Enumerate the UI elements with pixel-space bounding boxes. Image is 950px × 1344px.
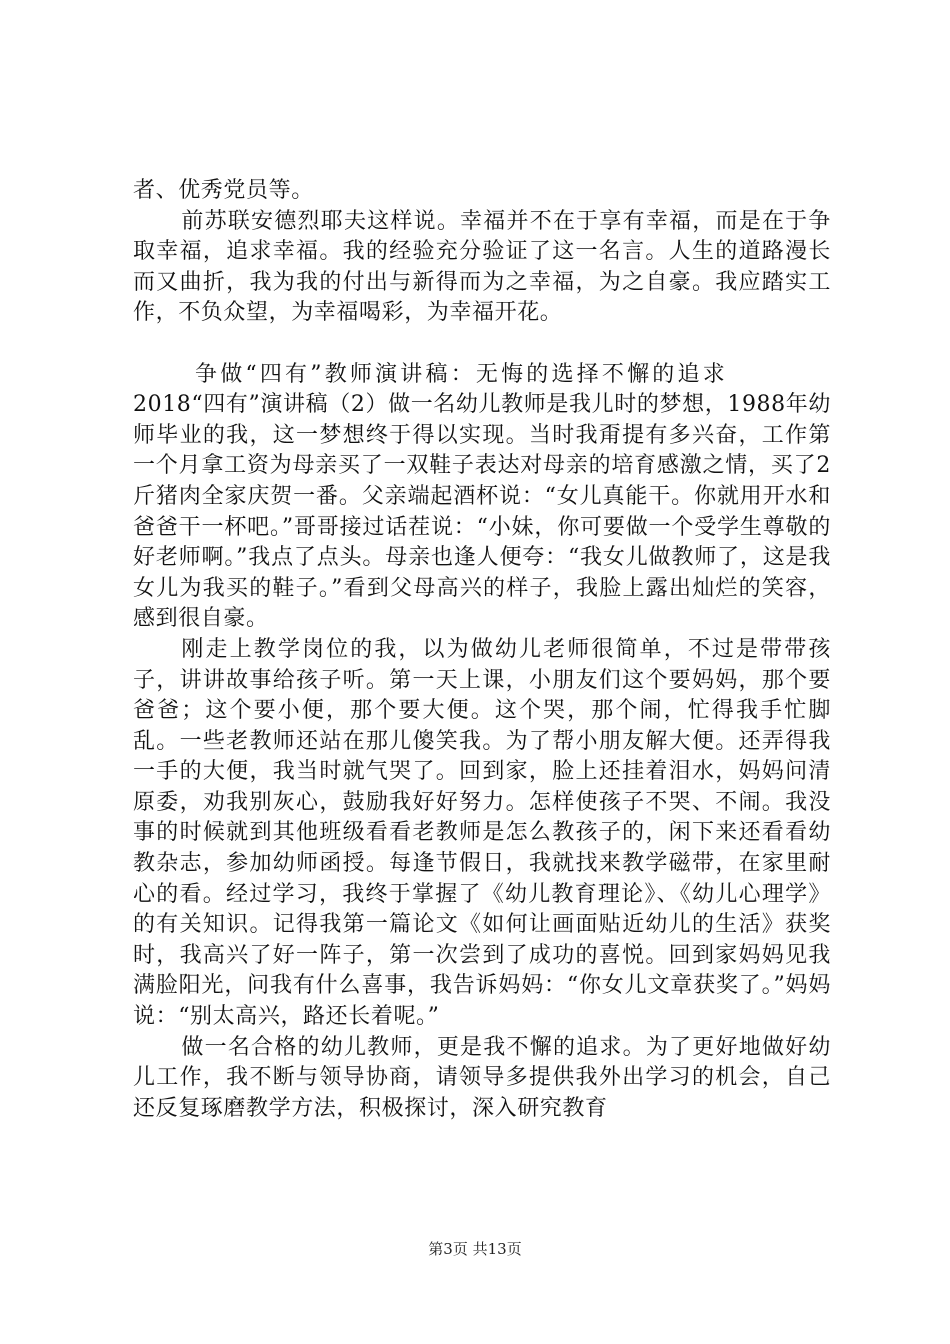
document-body — [133, 176, 831, 1124]
page-number-footer: 第3页 共13页 — [428, 1240, 522, 1258]
paragraph-first-day: 刚走上教学岗位的我，以为做幼儿老师很简单，不过是带带孩子，讲讲故事给孩子听。第一天上课，小朋友们这个要妈妈，那个要爸爸；这个要小便，那个要大便。这个哭，那个闹，忙得我手忙脚乱。一些老教师还站在那儿傻笑我。为了帮小朋友解大便。还弄得我一手的大便，我当时就气哭了。回到家，脸上还挂着泪水，妈妈问清原委，劝我别灰心，鼓励我好好努力。怎样使孩子不哭、不闹。我没事的时候就到其他班级看看老教师是怎么教孩子的，闲下来还看看幼教杂志，参加幼师函授。每逢节假日，我就找来教学磁带，在家里耐心的看。经过学习，我终于掌握了《幼儿教育理论》、《幼儿心理学》的有关知识。记得我第一篇论文《如何让画面贴近幼儿的生活》获奖时，我高兴了好一阵子，第一次尝到了成功的喜悦。回到家妈妈见我满脸阳光，问我有什么喜事，我告诉妈妈：“你女儿文章获奖了。”妈妈说：“别太高兴，路还长着呢。” — [133, 636, 831, 1030]
paragraph-gap — [133, 329, 831, 360]
paragraph-happiness-quote: 前苏联安德烈耶夫这样说。幸福并不在于享有幸福，而是在于争取幸福，追求幸福。我的经验充分验证了这一名言。人生的道路漫长而又曲折，我为我的付出与新得而为之幸福，为之自豪。我应踏实工作，不负众望，为幸福喝彩，为幸福开花。 — [133, 208, 831, 326]
paragraph-continuation: 者、优秀党员等。 — [133, 178, 314, 203]
paragraph-dream: 2018“四有”演讲稿（2）做一名幼儿教师是我儿时的梦想，1988年幼师毕业的我，这一梦想终于得以实现。当时我甭提有多兴奋，工作第一个月拿工资为母亲买了一双鞋子表达对母亲的培育感激之情，买了2斤猪肉全家庆贺一番。父亲端起酒杯说：“女儿真能干。你就用开水和爸爸干一杯吧。”哥哥接过话茬说：“小妹，你可要做一个受学生尊敬的好老师啊。”我点了点头。母亲也逢人便夸：“我女儿做教师了，这是我女儿为我买的鞋子。”看到父母高兴的样子，我脸上露出灿烂的笑容，感到很自豪。 — [133, 392, 831, 632]
paragraph-pursuit: 做一名合格的幼儿教师，更是我不懈的追求。为了更好地做好幼儿工作，我不断与领导协商，请领导多提供我外出学习的机会，自己还反复琢磨教学方法，积极探讨，深入研究教育 — [133, 1034, 831, 1121]
speech-title: 争做“四有”教师演讲稿：无悔的选择不懈的追求 — [195, 361, 728, 387]
